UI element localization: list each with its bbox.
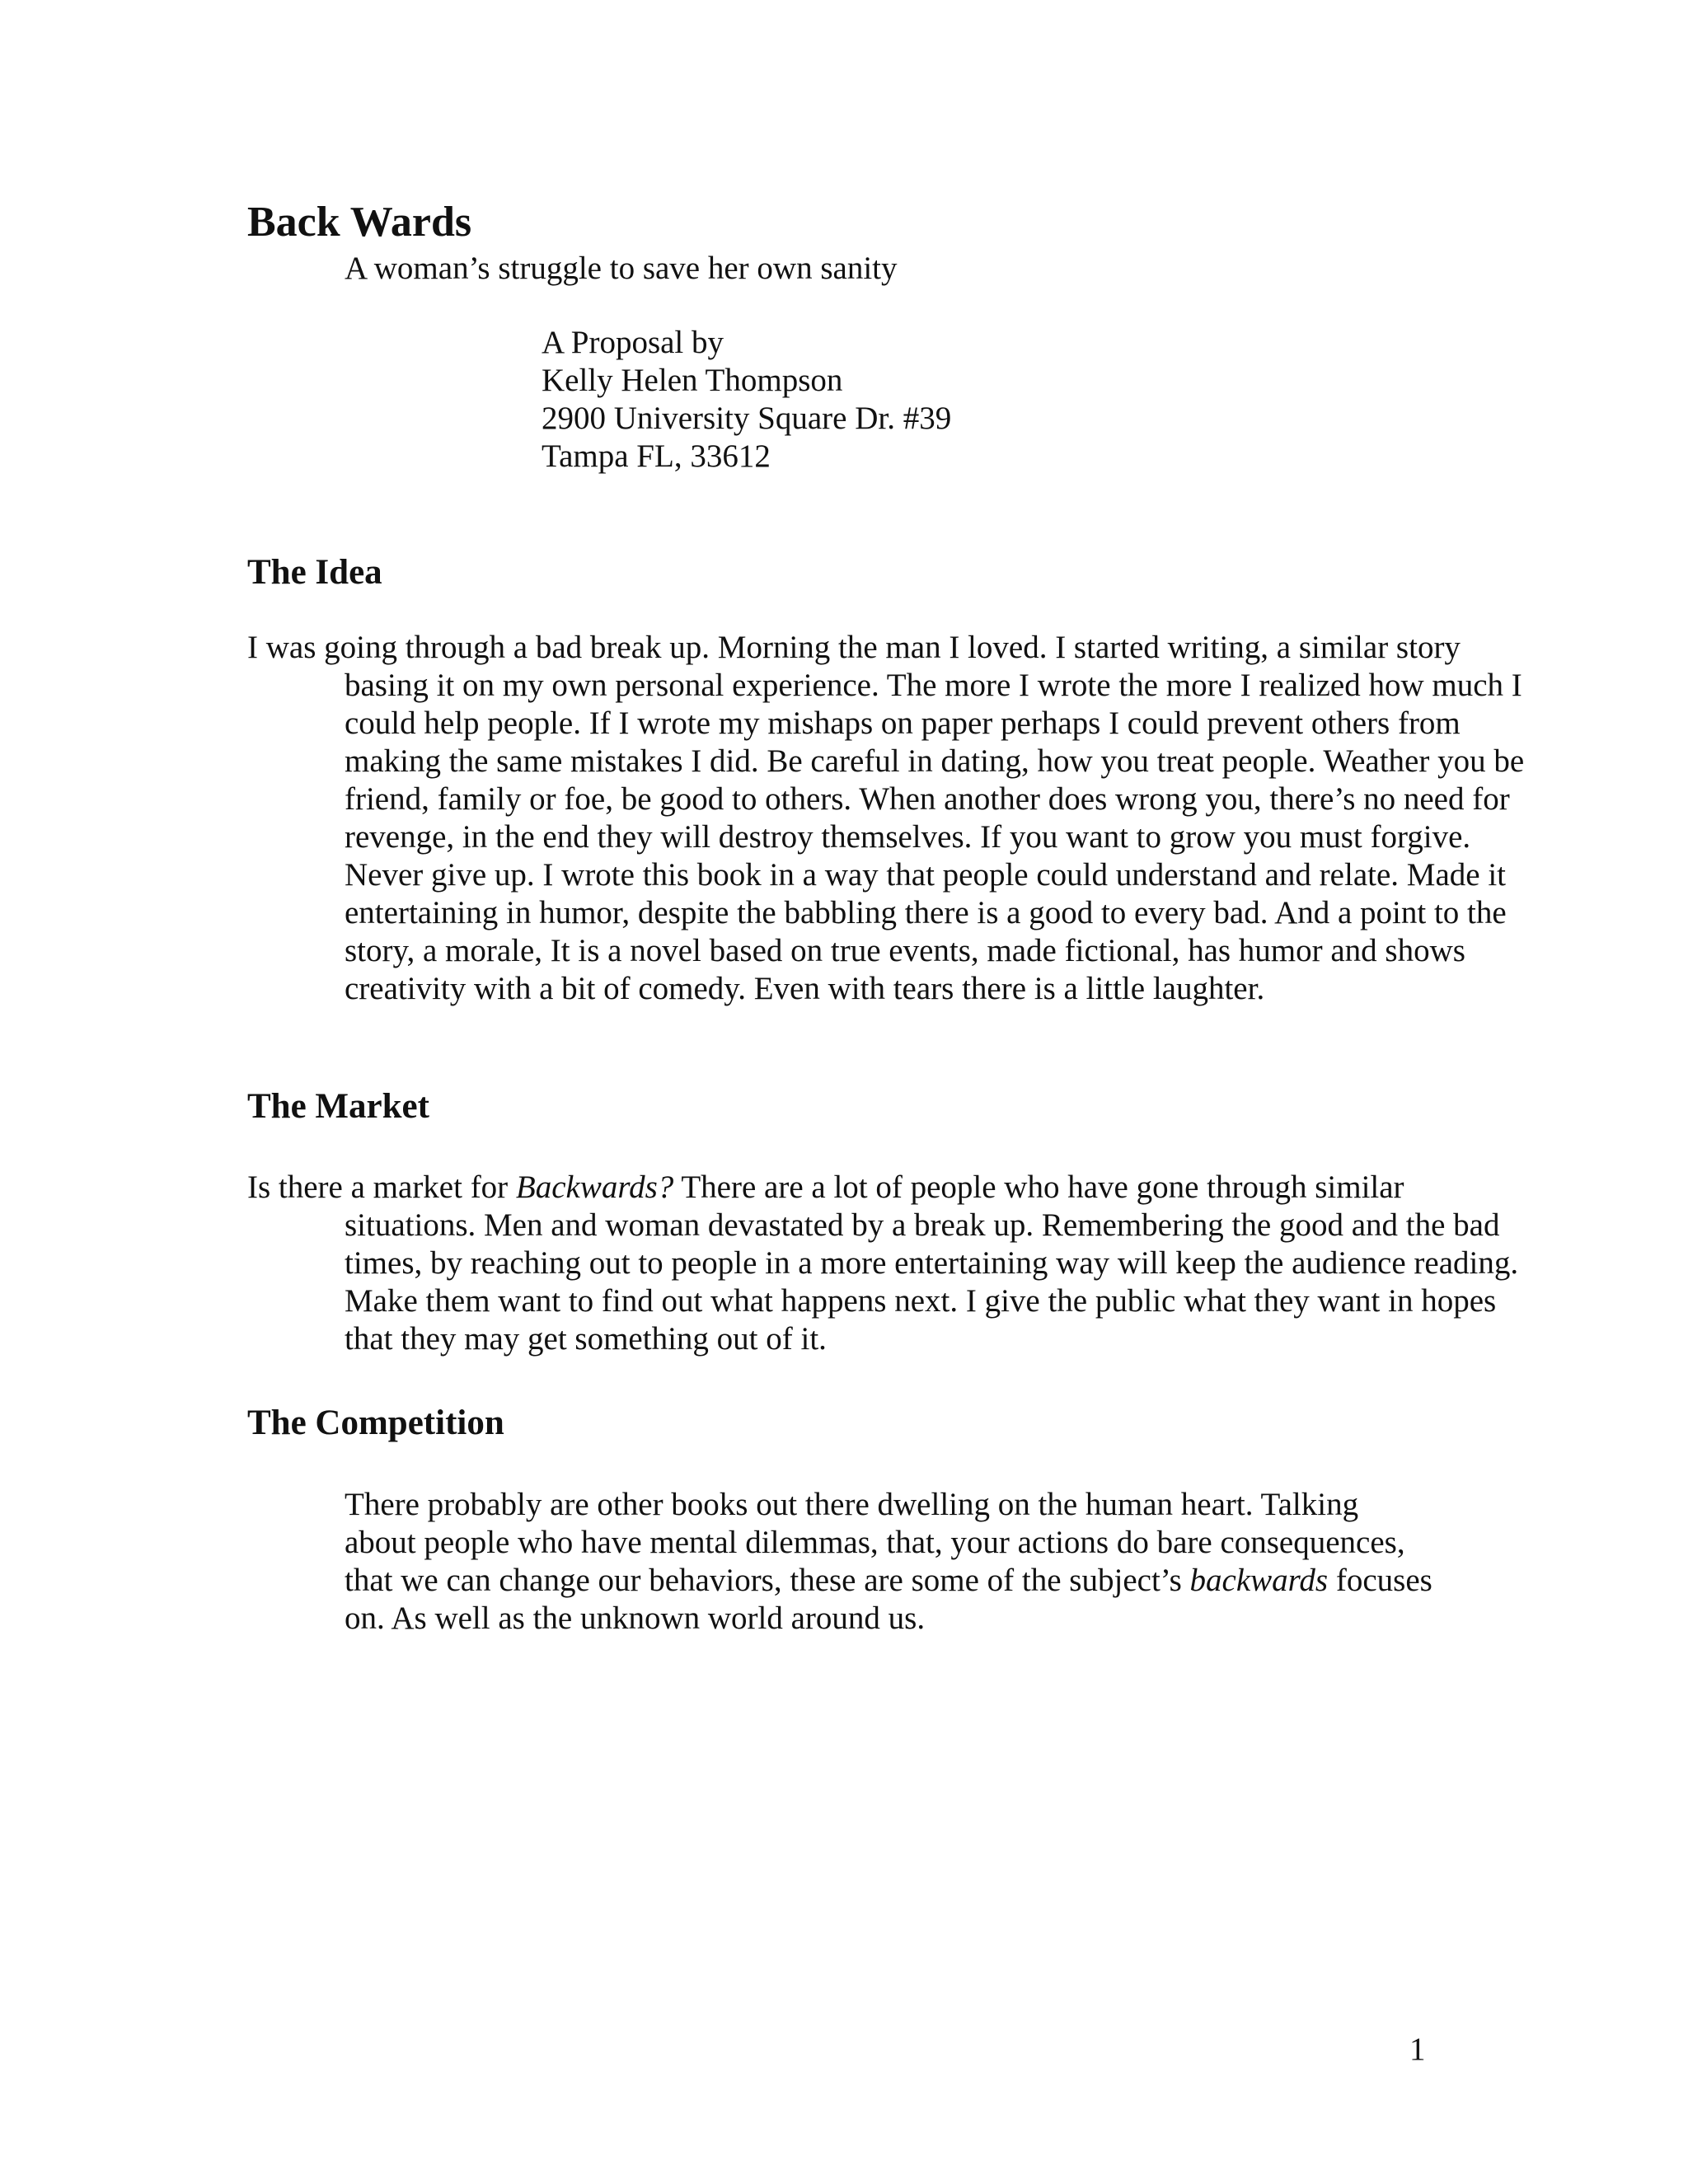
document-title: Back Wards bbox=[247, 199, 472, 246]
market-body-rest: There are a lot of people who have gone through similar situations. Men and woman devastated by a break up. Remembering the good and the bad times, by reaching out to people in a more entertaining way will keep the audience reading. Make them want to find out what happens next. I give the public what they want in hopes that they may get something out of it. bbox=[345, 1169, 1519, 1357]
document-subtitle: A woman’s struggle to save her own sanity bbox=[345, 251, 898, 286]
competition-book-title: backwards bbox=[1189, 1563, 1329, 1598]
competition-body-start: There probably are other books out there dwelling on the human heart. Talking about people who have mental dilemmas, that, your actions do bare consequences, that we can change our behaviors, these are some of the subject’s bbox=[345, 1487, 1405, 1598]
market-body-start: Is there a market for bbox=[247, 1169, 516, 1205]
section-heading-idea: The Idea bbox=[247, 553, 382, 592]
page-number: 1 bbox=[1409, 2032, 1426, 2067]
author-name: Kelly Helen Thompson bbox=[542, 363, 843, 398]
author-city-state-zip: Tampa FL, 33612 bbox=[542, 438, 771, 474]
proposal-label: A Proposal by bbox=[542, 325, 724, 360]
section-body-idea: I was going through a bad break up. Morning the man I loved. I started writing, a similar story basing it on my own personal experience. The more I wrote the more I realized how much I could help people. If I wrote my mishaps on paper perhaps I could prevent others from making the same mistakes I did. Be careful in dating, how you treat people. Weather you be friend, family or foe, be good to others. When another does wrong you, there’s no need for revenge, in the end they will destroy themselves. If you want to grow you must forgive. Never give up. I wrote this book in a way that people could understand and relate. Made it entertaining in humor, despite the babbling there is a good to every bad. And a point to the story, a morale, It is a novel based on true events, made fictional, has humor and shows creativity with a bit of comedy. Even with tears there is a little laughter. bbox=[247, 630, 1525, 1006]
competition-body-rest: focuses on. As well as the unknown world around us. bbox=[345, 1563, 1432, 1636]
market-book-title: Backwards? bbox=[515, 1169, 674, 1205]
section-body-competition bbox=[345, 1486, 1434, 1638]
author-street-address: 2900 University Square Dr. #39 bbox=[542, 401, 952, 436]
section-body-market bbox=[247, 1169, 1531, 1358]
section-heading-competition: The Competition bbox=[247, 1404, 504, 1442]
author-block bbox=[542, 324, 951, 476]
section-heading-market: The Market bbox=[247, 1087, 429, 1126]
